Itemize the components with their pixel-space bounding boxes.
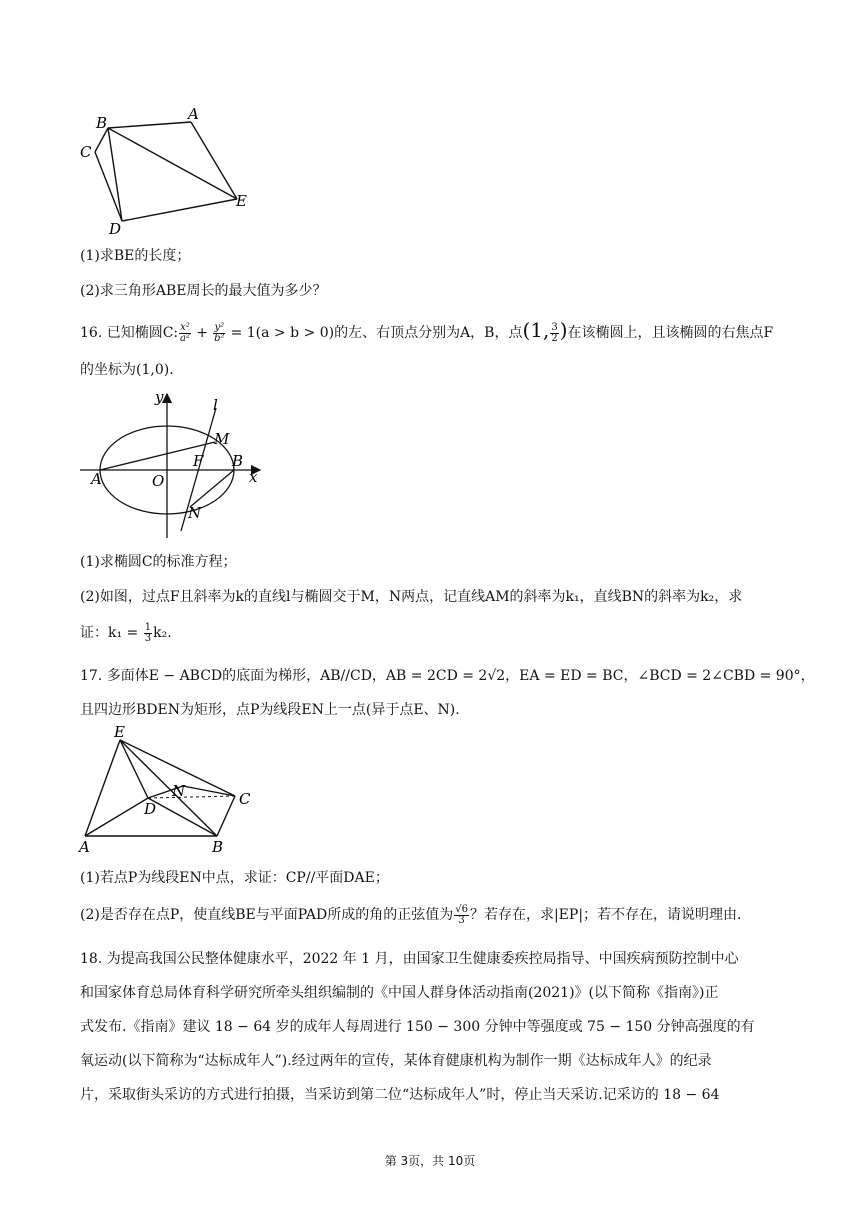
label-D: D <box>109 220 122 238</box>
label-M: M <box>214 430 230 448</box>
q17-part2: (2)是否存在点P，使直线BE与平面PAD所成的角的正弦值为 $\frac{√6}{3}$ ？若存在，求|EP|；若不存在，请说明理由. <box>80 903 742 926</box>
label-B: B <box>96 114 108 132</box>
label-E: E <box>236 192 247 210</box>
label-A2: A <box>91 470 102 488</box>
q16-part2-line2: 证：k₁ = $\frac{1}{3}$ k₂. <box>80 621 172 644</box>
label-C: C <box>80 143 92 161</box>
q15-part1: (1)求BE的长度； <box>80 248 191 264</box>
label-C3: C <box>239 790 251 808</box>
q16-statement-line2: 的坐标为(1,0). <box>80 362 174 378</box>
label-A: A <box>188 105 199 123</box>
q18-line4: 氧运动(以下简称为“达标成年人”).经过两年的宣传，某体育健康机构为制作一期《达标成年人》的纪录 <box>80 1053 712 1069</box>
label-N3: N <box>172 782 186 800</box>
q18-line2: 和国家体育总局体育科学研究所牵头组织编制的《中国人群身体活动指南(2021)》(以下简称《指南》)正 <box>80 985 719 1001</box>
label-y: y <box>155 388 164 406</box>
label-B2: B <box>232 452 244 470</box>
label-x: x <box>249 468 258 486</box>
figure-quadrilateral <box>75 100 265 240</box>
figure-ellipse <box>75 388 275 548</box>
label-F: F <box>193 452 204 470</box>
label-N: N <box>188 504 202 522</box>
label-E3: E <box>114 724 125 741</box>
page-footer: 第 3页，共 10页 <box>384 1154 476 1168</box>
label-O: O <box>152 472 165 490</box>
label-B3: B <box>212 838 224 856</box>
q16-statement-line1: 16. 已知椭圆C: $\frac{\text{x²}}{\text{a²}}$ + $\frac{\text{y²}}{\text{b²}}$ = 1(a > b > 0)的左、右顶点分别为A，B，点(1, $\frac{3}{2}$ )在该椭圆上，且该椭圆的右焦点F <box>80 318 774 344</box>
label-l: l <box>213 396 218 414</box>
q15-part2: (2)求三角形ABE周长的最大值为多少？ <box>80 283 327 299</box>
q17-statement-line2: 且四边形BDEN为矩形，点P为线段EN上一点(异于点E、N). <box>80 702 460 718</box>
q17-part1: (1)若点P为线段EN中点，求证：CP//平面DAE； <box>80 870 389 886</box>
q18-line1: 18. 为提高我国公民整体健康水平，2022 年 1 月，由国家卫生健康委疾控局指导、中国疾病预防控制中心 <box>80 951 739 967</box>
label-D3: D <box>144 800 157 818</box>
q18-line5: 片，采取街头采访的方式进行拍摄，当采访到第二位“达标成年人”时，停止当天采访.记采访的 18 − 64 <box>80 1087 720 1103</box>
figure-polyhedron <box>75 724 275 856</box>
q18-line3: 式发布.《指南》建议 18 − 64 岁的成年人每周进行 150 − 300 分钟中等强度或 75 − 150 分钟高强度的有 <box>80 1019 755 1035</box>
q17-statement-line1: 17. 多面体E − ABCD的底面为梯形，AB//CD，AB = 2CD = 2√2，EA = ED = BC，∠BCD = 2∠CBD = 90°， <box>80 668 815 684</box>
q16-part2-line1: (2)如图，过点F且斜率为k的直线l与椭圆交于M，N两点，记直线AM的斜率为k₁，直线BN的斜率为k₂，求 <box>80 589 743 605</box>
label-A3: A <box>79 838 90 856</box>
q16-part1: (1)求椭圆C的标准方程； <box>80 554 237 570</box>
